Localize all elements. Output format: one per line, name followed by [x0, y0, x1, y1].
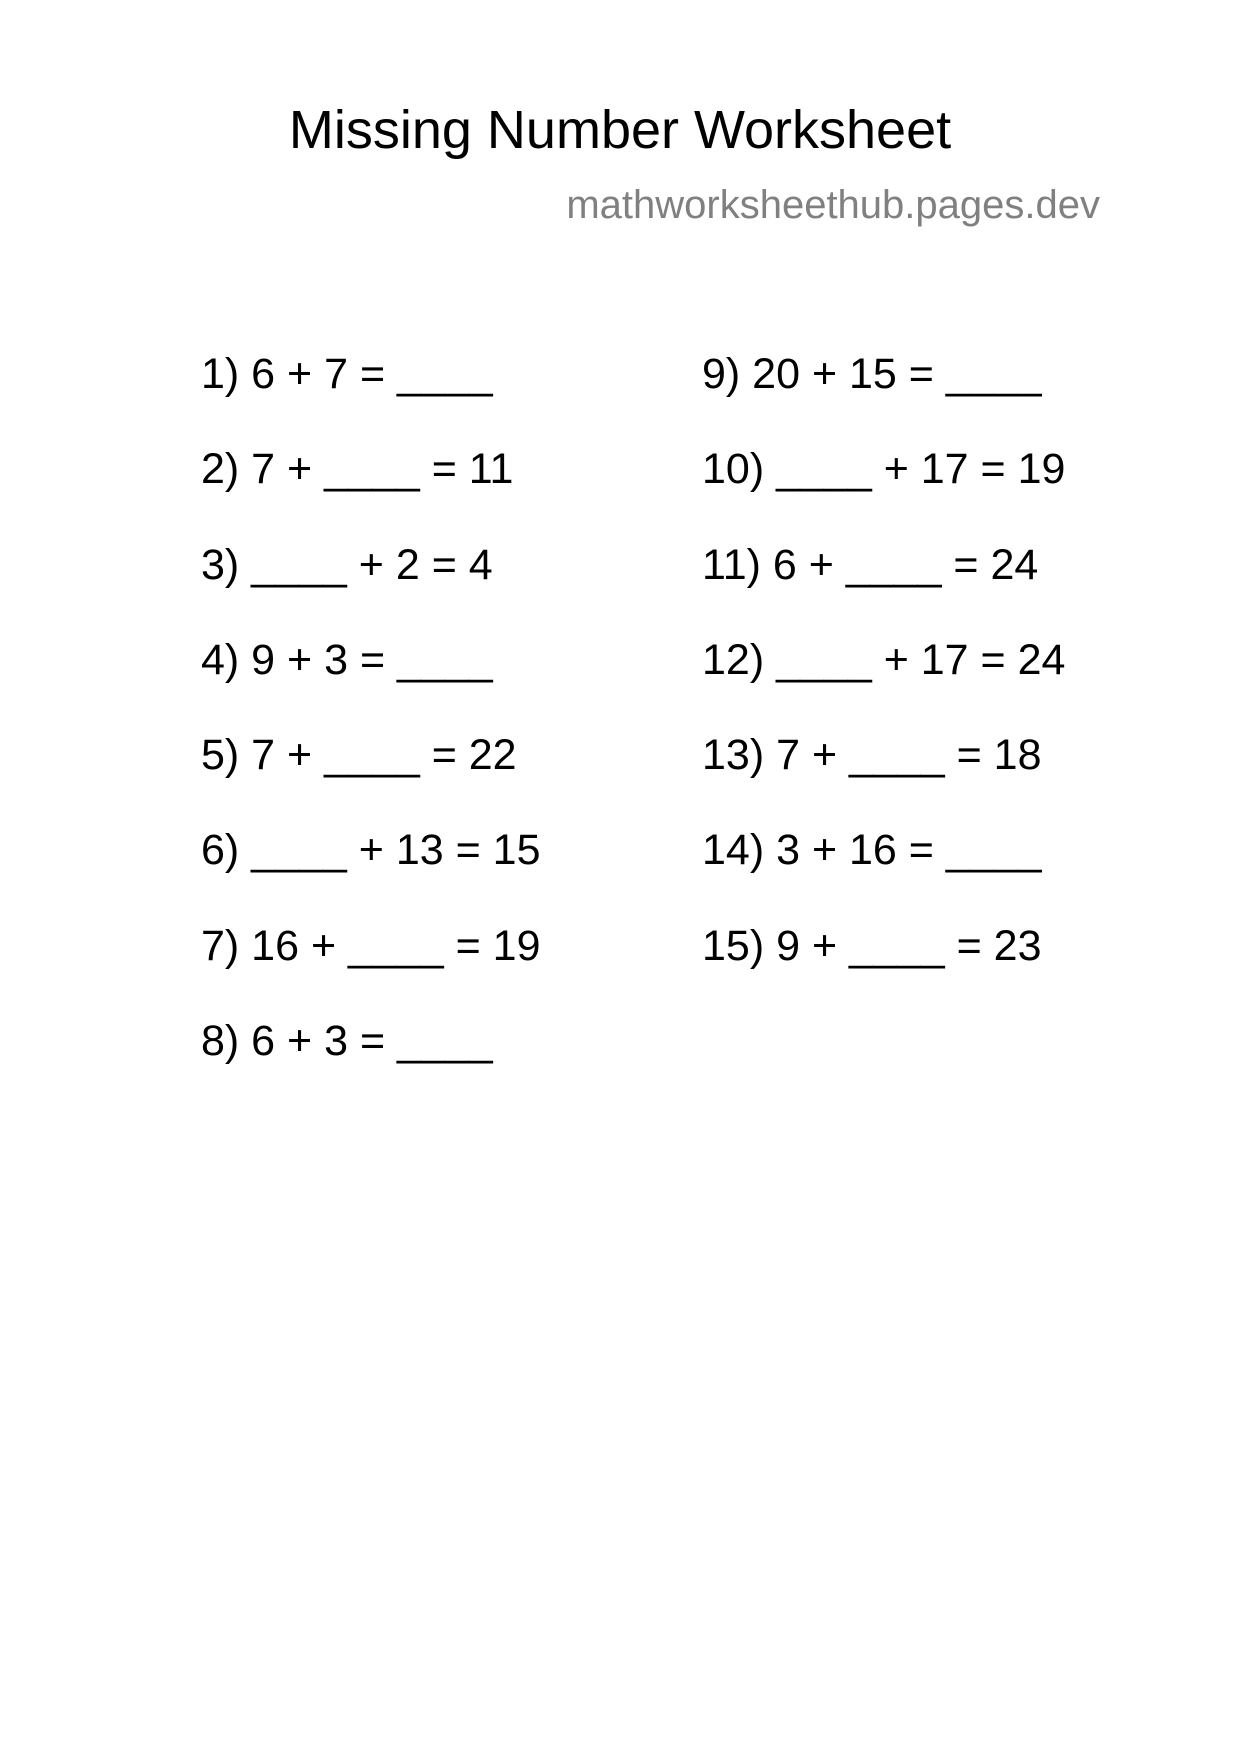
problem-7: 7) 16 + ____ = 19: [201, 921, 541, 970]
problem-3: 3) ____ + 2 = 4: [201, 540, 493, 589]
problem-10: 10) ____ + 17 = 19: [702, 445, 1066, 494]
problem-14: 14) 3 + 16 = ____: [702, 826, 1042, 875]
problem-1: 1) 6 + 7 = ____: [201, 350, 493, 398]
source-url: mathworksheethub.pages.dev: [566, 183, 1100, 227]
problem-4: 4) 9 + 3 = ____: [201, 635, 493, 684]
problem-8: 8) 6 + 3 = ____: [201, 1017, 493, 1066]
problem-5: 5) 7 + ____ = 22: [201, 731, 517, 780]
problem-12: 12) ____ + 17 = 24: [702, 635, 1066, 684]
problem-15: 15) 9 + ____ = 23: [702, 921, 1042, 970]
problem-9: 9) 20 + 15 = ____: [702, 350, 1042, 398]
problem-column-left: [201, 350, 541, 1112]
problem-11: 11) 6 + ____ = 24: [702, 540, 1039, 589]
problem-6: 6) ____ + 13 = 15: [201, 826, 541, 875]
problem-column-right: [702, 350, 1065, 1017]
worksheet-title: Missing Number Worksheet: [288, 100, 952, 160]
problem-2: 2) 7 + ____ = 11: [201, 445, 514, 494]
problem-13: 13) 7 + ____ = 18: [702, 731, 1042, 780]
